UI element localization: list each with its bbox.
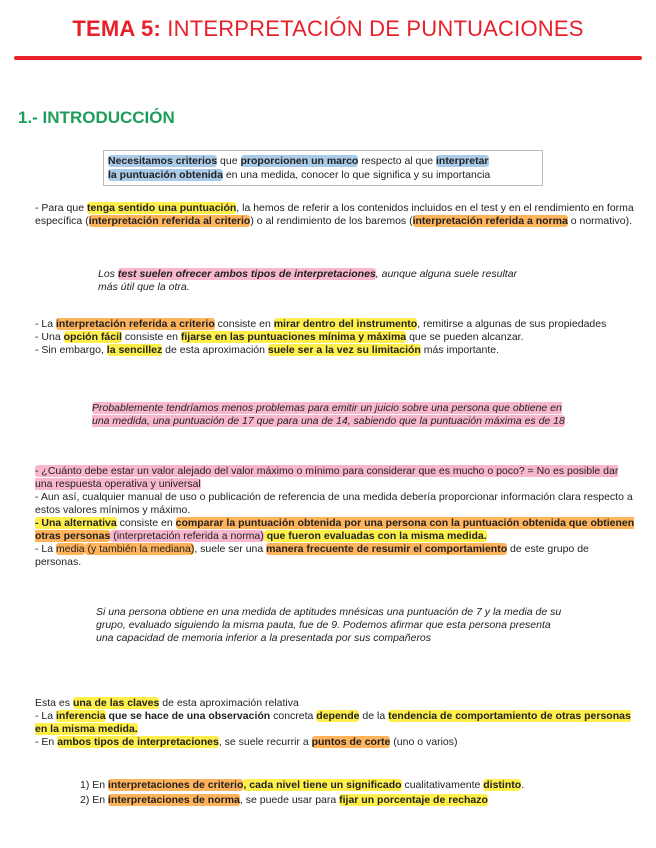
highlight: fijarse en las puntuaciones mínima y máxima [180,331,407,343]
text: Esta es [35,697,73,709]
text: de esta aproximación relativa [159,697,299,709]
text: , se suele recurrir a [218,736,312,748]
text: ) o al rendimiento de los baremos ( [250,215,413,227]
numbered-list [80,778,524,808]
text: cualitativamente [401,779,484,791]
highlight: interpretar [435,155,489,167]
text: - La [35,710,57,722]
highlight: manera frecuente de resumir el comportamiento [266,543,508,555]
text: - En [35,736,58,748]
text: que se pueden alcanzar. [406,331,524,343]
text: que [217,155,241,167]
text: de este grupo de personas. [35,543,589,568]
highlight: interpretaciones de criterio [108,779,244,791]
highlight: opción fácil [63,331,122,343]
highlight: proporcionen un marco [240,155,359,167]
section-heading: 1.- INTRODUCCIÓN [18,108,175,127]
text: Los [98,268,118,280]
text: . [521,779,525,791]
text: consiste en [121,331,181,343]
text: en una medida, conocer lo que significa y su importancia [222,169,491,181]
list-item [80,778,524,793]
highlight: Probablemente tendríamos menos problemas para emitir un juicio sobre una persona que obtiene en una medida, una puntuación de 17 que para una de 14, sabiendo que la puntuación máxima es de 18 [92,402,565,427]
title-text: INTERPRETACIÓN DE PUNTUACIONES [160,16,584,41]
highlight: depende [316,710,360,722]
highlight: tenga sentido una puntuación [86,202,237,214]
text: , se puede usar para [239,794,340,806]
text: concreta [270,710,317,722]
highlight: Necesitamos criterios [108,155,218,167]
title-prefix: TEMA 5: [72,16,161,41]
highlight: media [56,543,85,555]
highlight: puntos de corte [311,736,391,748]
text: - Una [35,331,64,343]
highlight: (y también la mediana) [84,543,195,555]
highlight: suele ser a la vez su limitación [267,344,421,356]
quote-2 [92,402,572,428]
text: 2) En [80,794,109,806]
highlight: interpretación referida al criterio [88,215,251,227]
paragraph-3 [35,465,635,569]
text: o normativo). [567,215,633,227]
text: de la [359,710,389,722]
text: - La [35,318,57,330]
title-underline [14,56,642,60]
text: - Para que [35,202,87,214]
text: , la hemos de referir a los contenidos incluidos en el test y en el rendimiento en forma específica ( [35,202,634,227]
highlight: - Una alternativa [35,517,117,529]
document-title [0,16,656,42]
highlight: ambos tipos de interpretaciones [57,736,219,748]
text: Si una persona obtiene en una medida de aptitudes mnésicas una puntuación de 7 y la media de su grupo, evaluado siguiendo la misma pauta, fue de 9. Podemos afirmar que esta persona presenta una capacidad de memoria inferior a la presentada por sus compañeros [96,606,562,644]
text: 1) En [80,779,109,791]
paragraph-1 [35,202,635,228]
key-idea-box [103,150,543,186]
highlight: una de las claves [72,697,160,709]
highlight: , cada nivel tiene un significado [243,779,402,791]
highlight: la puntuación obtenida [108,169,223,181]
quote-1 [98,268,538,294]
highlight: tendencia de comportamiento de otras personas en la misma medida. [35,710,631,735]
text: (uno o varios) [390,736,458,748]
highlight: interpretaciones de norma [108,794,240,806]
text: , suele ser una [194,543,267,555]
highlight: - ¿Cuánto debe estar un valor alejado del valor máximo o mínimo para considerar que es mucho o poco? = No es posible dar una respuesta operativa y universal [35,465,619,490]
highlight: (interpretación referida a norma) [110,530,264,542]
text: consiste en [116,517,176,529]
text: - Aun así, cualquier manual de uso o publicación de referencia de una medida debería proporcionar información clara respecto a estos valores mínimos y máximo. [35,491,633,516]
highlight: comparar la puntuación obtenida por una persona con la puntuación obtenida que obtienen otras personas [35,517,635,542]
highlight: que fueron evaluadas con la misma medida. [263,530,487,542]
highlight: fijar un porcentaje de rechazo [339,794,488,806]
paragraph-2 [35,318,635,357]
highlight: interpretación referida a norma [412,215,568,227]
paragraph-4 [35,697,635,749]
list-item [80,793,524,808]
highlight: distinto [483,779,522,791]
text: , aunque alguna suele resultar más útil que la otra. [98,268,518,293]
highlight: interpretación referida a criterio [56,318,215,330]
highlight: la sencillez [106,344,163,356]
text: - Sin embargo, [35,344,107,356]
text: consiste en [214,318,274,330]
highlight: mirar dentro del instrumento [273,318,418,330]
text: que se hace de una observación [105,710,271,722]
text: - La [35,543,57,555]
text: de esta aproximación [162,344,268,356]
quote-3 [96,606,566,645]
highlight: inferencia [56,710,106,722]
text: respecto al que [358,155,436,167]
text: más importante. [420,344,500,356]
highlight: test suelen ofrecer ambos tipos de interpretaciones [117,268,376,280]
text: , remitirse a algunas de sus propiedades [417,318,607,330]
